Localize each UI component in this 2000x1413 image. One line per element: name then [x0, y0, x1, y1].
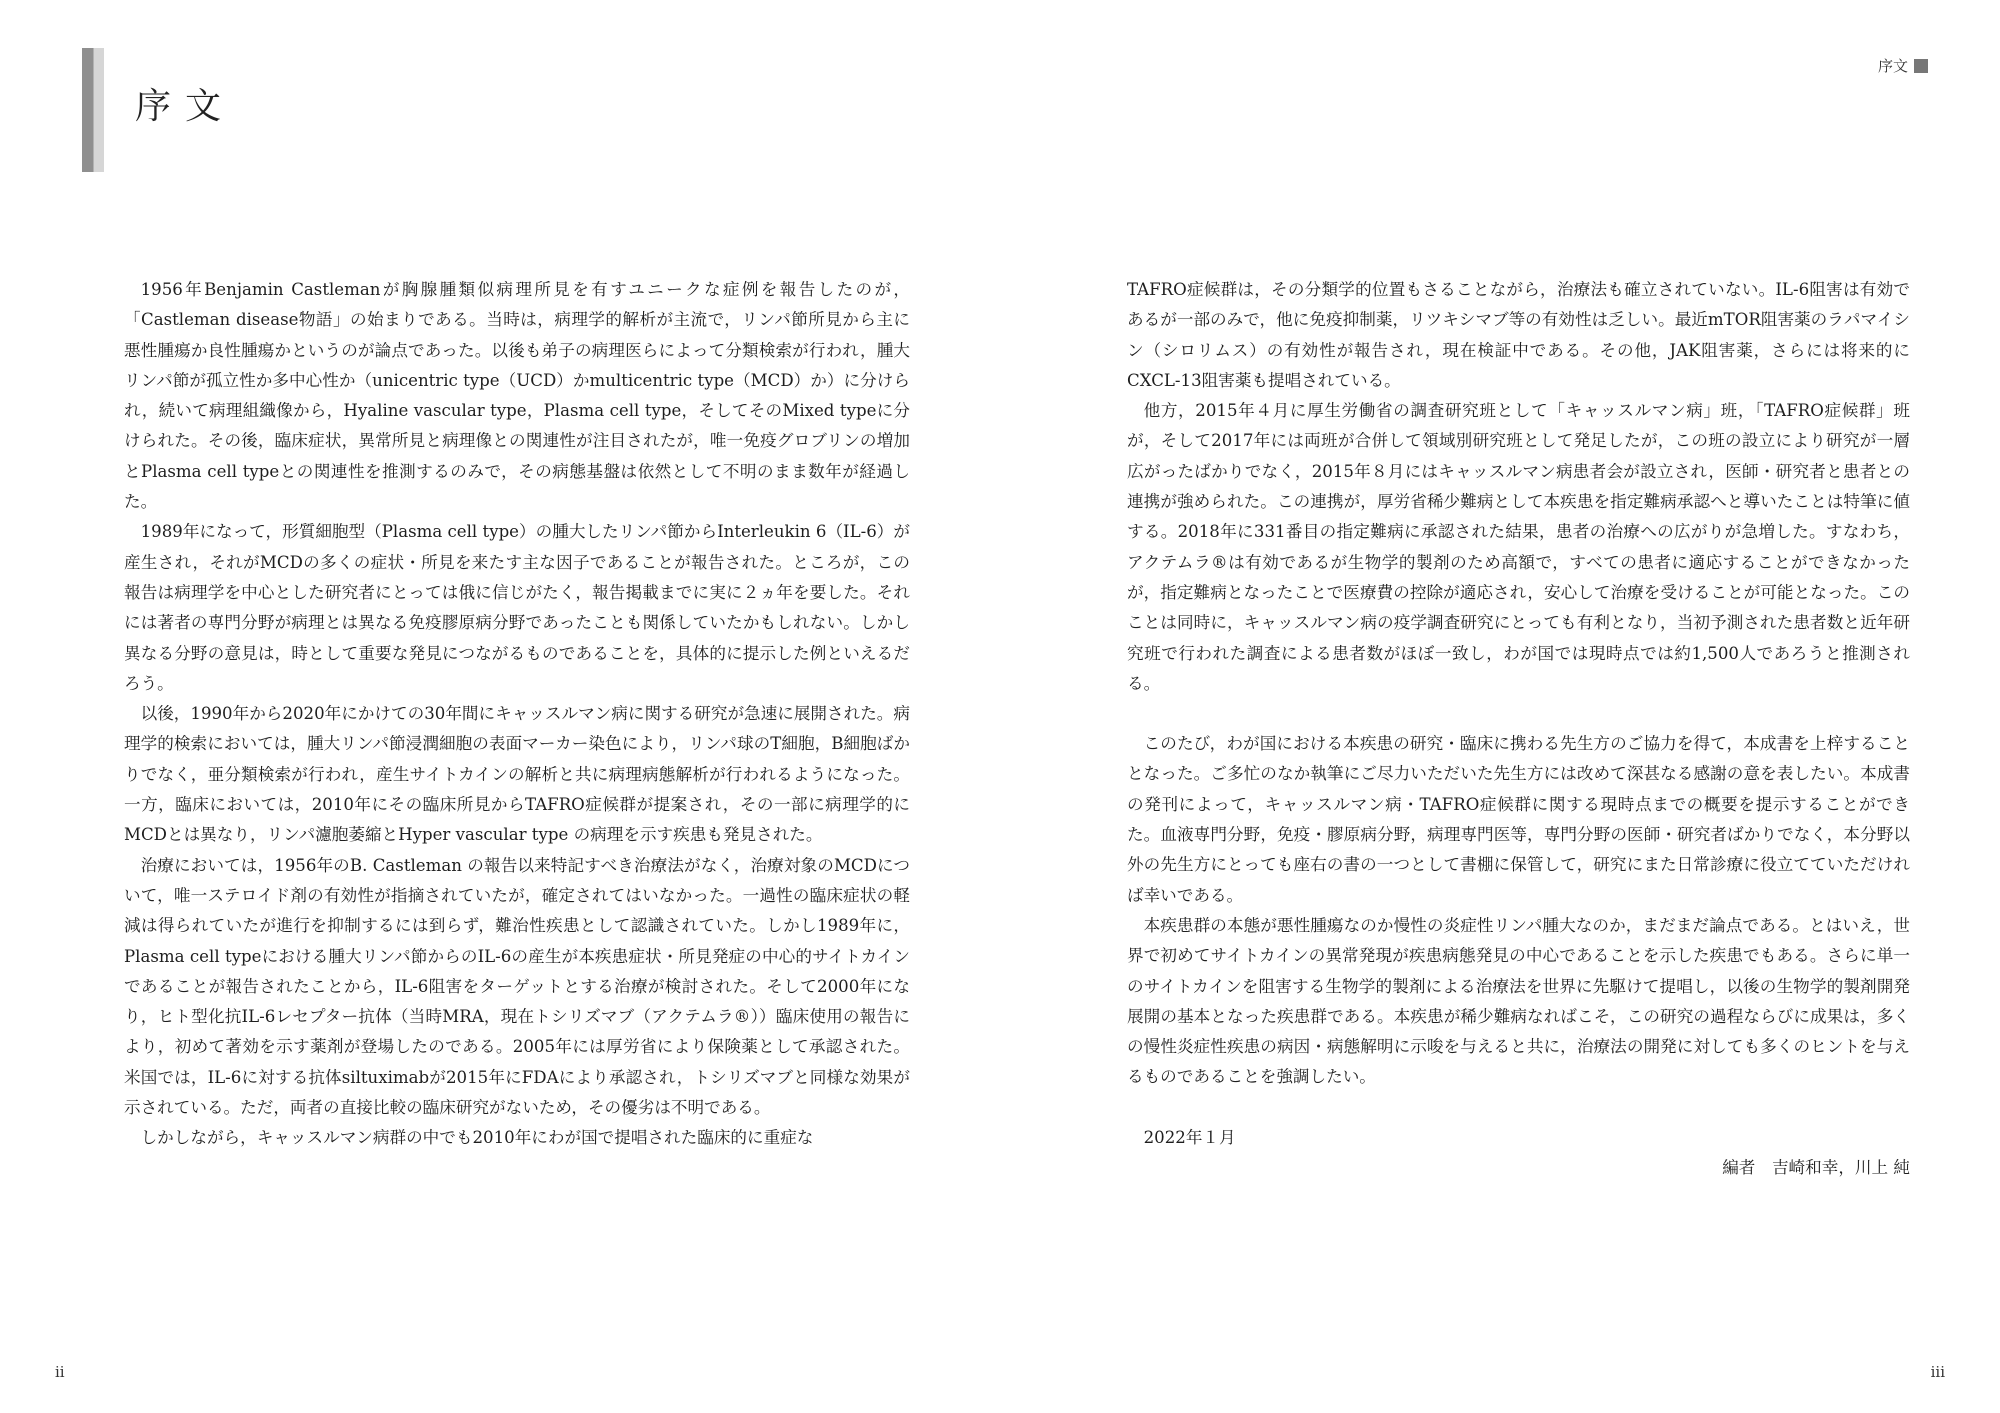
paragraph: 1989年になって，形質細胞型（Plasma cell type）の腫大したリンパ節からInterleukin 6（IL-6）が産生され，それがMCDの多くの症状・所見を来たす主な因子であることが報告された。ところが，この報告は病理学を中心とした研究者にとっては俄に信じがたく，報告掲載までに実に２ヵ年を要した。それには著者の専門分野が病理とは異なる免疫膠原病分野であったことも関係していたかもしれない。しかし異なる分野の意見は，時として重要な発見につながるものであることを，具体的に提示した例といえるだろう。: [124, 522, 910, 693]
page-number-left: ii: [55, 1363, 65, 1381]
right-column: [1127, 275, 1910, 1183]
paragraph: このたび，わが国における本疾患の研究・臨床に携わる先生方のご協力を得て，本成書を上梓することとなった。ご多忙のなか執筆にご尽力いただいた先生方には改めて深甚なる感謝の意を表したい。本成書の発刊によって，キャッスルマン病・TAFRO症候群に関する現時点までの概要を提示することができた。血液専門分野，免疫・膠原病分野，病理専門医等，専門分野の医師・研究者ばかりでなく，本分野以外の先生方にとっても座右の書の一つとして書棚に保管して，研究にまた日常診療に役立てていただければ幸いである。: [1127, 734, 1910, 905]
preface-date: 2022年１月: [1143, 1127, 1236, 1147]
running-head-label: 序文: [1877, 57, 1908, 75]
paragraph: しかしながら，キャッスルマン病群の中でも2010年にわが国で提唱された臨床的に重症な: [140, 1128, 814, 1148]
paragraph: 他方，2015年４月に厚生労働省の調査研究班として「キャッスルマン病」班，「TAFRO症候群」班が，そして2017年には両班が合併して領域別研究班として発足したが，この班の設立により研究が一層広がったばかりでなく，2015年８月にはキャッスルマン病患者会が設立され，医師・研究者と患者との連携が強められた。この連携が，厚労省稀少難病として本疾患を指定難病承認へと導いたことは特筆に値する。2018年に331番目の指定難病に承認された結果，患者の治療への広がりが急増した。すなわち，アクテムラ®は有効であるが生物学的製剤のため高額で，すべての患者に適応することができなかったが，指定難病となったことで医療費の控除が適応され，安心して治療を受けることが可能となった。このことは同時に，キャッスルマン病の疫学調査研究にとっても有利となり，当初予測された患者数と近年研究班で行われた調査による患者数がほぼ一致し，わが国では現時点では約1,500人であろうと推測される。: [1127, 401, 1910, 693]
running-head: [1878, 55, 1928, 76]
page-number-right: iii: [1930, 1363, 1945, 1381]
square-marker-icon: [1914, 59, 1928, 73]
paragraph: 本疾患群の本態が悪性腫瘍なのか慢性の炎症性リンパ腫大なのか，まだまだ論点である。とはいえ，世界で初めてサイトカインの異常発現が疾患病態発見の中心であることを示した疾患でもある。さらに単一のサイトカインを阻害する生物学的製剤による治療法を世界に先駆けて提唱し，以後の生物学的製剤開発展開の基本となった疾患群である。本疾患が稀少難病なればこそ，この研究の過程ならびに成果は，多くの慢性炎症性疾患の病因・病態解明に示唆を与えると共に，治療法の開発に対しても多くのヒントを与えるものであることを強調したい。: [1127, 915, 1910, 1087]
editor-signature: 編者 吉崎和幸，川上 純: [1722, 1158, 1910, 1178]
title-accent-bar: [82, 48, 104, 172]
page-title: 序文: [135, 86, 236, 127]
paragraph: TAFRO症候群は，その分類学的位置もさることながら，治療法も確立されていない。IL-6阻害は有効であるが一部のみで，他に免疫抑制薬，リツキシマブ等の有効性は乏しい。最近mTOR阻害薬のラパマイシン（シロリムス）の有効性が報告され，現在検証中である。その他，JAK阻害薬，さらには将来的にCXCL-13阻害薬も提唱されている。: [1127, 280, 1910, 390]
left-column: [124, 275, 910, 1154]
paragraph: 治療においては，1956年のB. Castleman の報告以来特記すべき治療法がなく，治療対象のMCDについて，唯一ステロイド剤の有効性が指摘されていたが，確定されてはいなかった。一過性の臨床症状の軽減は得られていたが進行を抑制するには到らず，難治性疾患として認識されていた。しかし1989年に，Plasma cell typeにおける腫大リンパ節からのIL-6の産生が本疾患症状・所見発症の中心的サイトカインであることが報告されたことから，IL-6阻害をターゲットとする治療が検討された。そして2000年になり，ヒト型化抗IL-6レセプター抗体（当時MRA，現在トシリズマブ（アクテムラ®））臨床使用の報告により，初めて著効を示す薬剤が登場したのである。2005年には厚労省により保険薬として承認された。米国では，IL-6に対する抗体siltuximabが2015年にFDAにより承認され，トシリズマブと同様な効果が示されている。ただ，両者の直接比較の臨床研究がないため，その優劣は不明である。: [124, 855, 910, 1118]
paragraph: 以後，1990年から2020年にかけての30年間にキャッスルマン病に関する研究が急速に展開された。病理学的検索においては，腫大リンパ節浸潤細胞の表面マーカー染色により，リンパ球のT細胞，B細胞ばかりでなく，亜分類検索が行われ，産生サイトカインの解析と共に病理病態解析が行われるようになった。一方，臨床においては，2010年にその臨床所見からTAFRO症候群が提案され，その一部に病理学的にMCDとは異なり，リンパ濾胞萎縮とHyper vascular type の病理を示す疾患も発見された。: [124, 704, 910, 845]
paragraph: 1956年Benjamin Castlemanが胸腺腫類似病理所見を有すユニークな症例を報告したのが，「Castleman disease物語」の始まりである。当時は，病理学的解析が主流で，リンパ節所見から主に悪性腫瘍か良性腫瘍かというのが論点であった。以後も弟子の病理医らによって分類検索が行われ，腫大リンパ節が孤立性か多中心性か（unicentric type（UCD）かmulticentric type（MCD）か）に分けられ，続いて病理組織像から，Hyaline vascular type，Plasma cell type，そしてそのMixed typeに分けられた。その後，臨床症状，異常所見と病理像との関連性が注目されたが，唯一免疫グロブリンの増加とPlasma cell typeとの関連性を推測するのみで，その病態基盤は依然として不明のまま数年が経過した。: [124, 280, 910, 512]
paragraph-gap: [1127, 699, 1910, 729]
